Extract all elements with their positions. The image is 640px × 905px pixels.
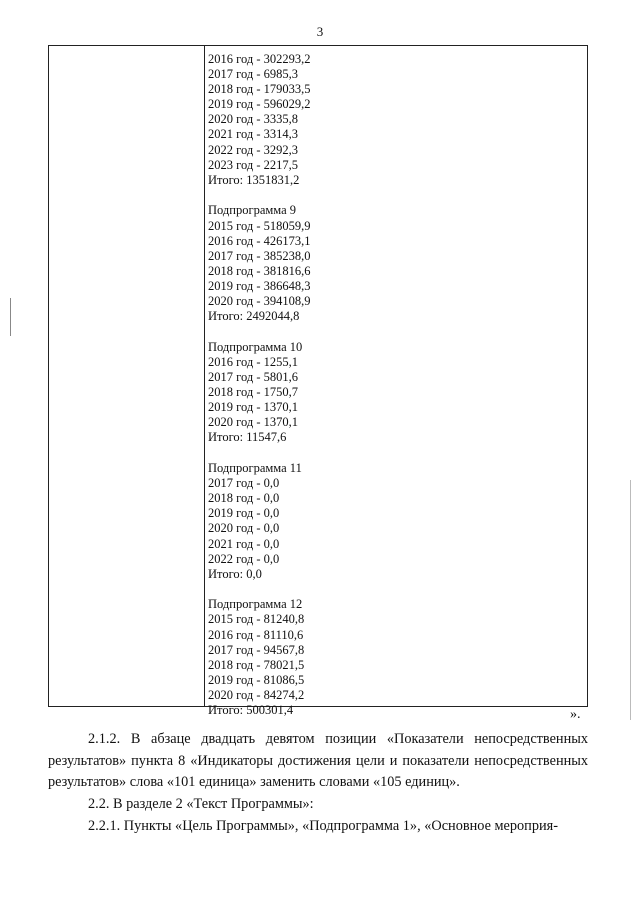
table-line: 2018 год - 381816,6 xyxy=(208,263,311,278)
table-line: 2019 год - 0,0 xyxy=(208,506,280,521)
table-line: 2016 год - 426173,1 xyxy=(208,233,311,248)
table-line: 2017 год - 94567,8 xyxy=(208,642,305,657)
subprogram-block xyxy=(208,461,578,582)
table-line: 2021 год - 0,0 xyxy=(208,536,280,551)
table-line: 2015 год - 518059,9 xyxy=(208,218,311,233)
paragraph-2-1-2: 2.1.2. В абзаце двадцать девятом позиции «Показатели непосредственных результатов» пункта 8 «Индикаторы достижения цели и показатели непосредственных результатов» слова «101 единица» заменить словами «105 единиц». xyxy=(48,731,588,790)
table-line: 2016 год - 81110,6 xyxy=(208,627,304,642)
block-spacer xyxy=(208,324,578,340)
table-line: 2017 год - 385238,0 xyxy=(208,248,311,263)
table-line: Итого: 0,0 xyxy=(208,566,262,581)
table-line: 2020 год - 84274,2 xyxy=(208,687,305,702)
table-line: 2019 год - 81086,5 xyxy=(208,672,305,687)
table-line: 2020 год - 1370,1 xyxy=(208,415,298,430)
page-number: 3 xyxy=(316,24,324,39)
table-line: Итого: 500301,4 xyxy=(208,703,294,718)
block-spacer xyxy=(208,188,578,204)
table-line: 2022 год - 0,0 xyxy=(208,551,280,566)
table-line: 2016 год - 1255,1 xyxy=(208,354,298,369)
table-line: 2022 год - 3292,3 xyxy=(208,142,298,157)
table-line: 2019 год - 1370,1 xyxy=(208,400,298,415)
table-line: 2018 год - 1750,7 xyxy=(208,385,298,400)
table-line: 2020 год - 3335,8 xyxy=(208,112,298,127)
table-line: Подпрограмма 10 xyxy=(208,339,303,354)
table-line: 2016 год - 302293,2 xyxy=(208,52,311,66)
table-left-column xyxy=(49,46,205,706)
table-line: 2017 год - 6985,3 xyxy=(208,67,298,82)
table-line: 2018 год - 179033,5 xyxy=(208,82,311,97)
table-right-column xyxy=(208,52,578,718)
paragraph-2-2-1: 2.2.1. Пункты «Цель Программы», «Подпрограмма 1», «Основное мероприя- xyxy=(88,818,558,834)
table-line: Подпрограмма 9 xyxy=(208,203,297,218)
subprogram-block xyxy=(208,203,578,324)
table-line: 2020 год - 394108,9 xyxy=(208,294,311,308)
scan-margin-mark xyxy=(10,298,11,336)
amendment-table xyxy=(48,45,588,718)
table-line: 2017 год - 0,0 xyxy=(208,476,280,491)
paragraph-2-2: 2.2. В разделе 2 «Текст Программы»: xyxy=(88,796,314,812)
table-line: 2018 год - 0,0 xyxy=(208,491,280,506)
table-line: Подпрограмма 11 xyxy=(208,461,302,476)
table-line: 2023 год - 2217,5 xyxy=(208,157,298,172)
table-line: 2020 год - 0,0 xyxy=(208,521,280,536)
table-line: 2015 год - 81240,8 xyxy=(208,612,305,627)
table-line: 2018 год - 78021,5 xyxy=(208,657,305,672)
table-line: Итого: 2492044,8 xyxy=(208,309,300,324)
block-spacer xyxy=(208,445,578,461)
table-line: 2019 год - 386648,3 xyxy=(208,278,311,293)
table-line: Итого: 1351831,2 xyxy=(208,172,300,187)
table-line: 2021 год - 3314,3 xyxy=(208,127,298,142)
subprogram-block xyxy=(208,597,578,718)
block-spacer xyxy=(208,582,578,598)
table-line: Итого: 11547,6 xyxy=(208,430,287,445)
table-line: Подпрограмма 12 xyxy=(208,597,303,612)
closing-quote: ». xyxy=(570,707,581,722)
scan-margin-mark xyxy=(630,480,631,720)
table-line: 2019 год - 596029,2 xyxy=(208,97,311,112)
subprogram-block xyxy=(208,52,578,188)
table-line: 2017 год - 5801,6 xyxy=(208,369,298,384)
subprogram-block xyxy=(208,340,578,446)
